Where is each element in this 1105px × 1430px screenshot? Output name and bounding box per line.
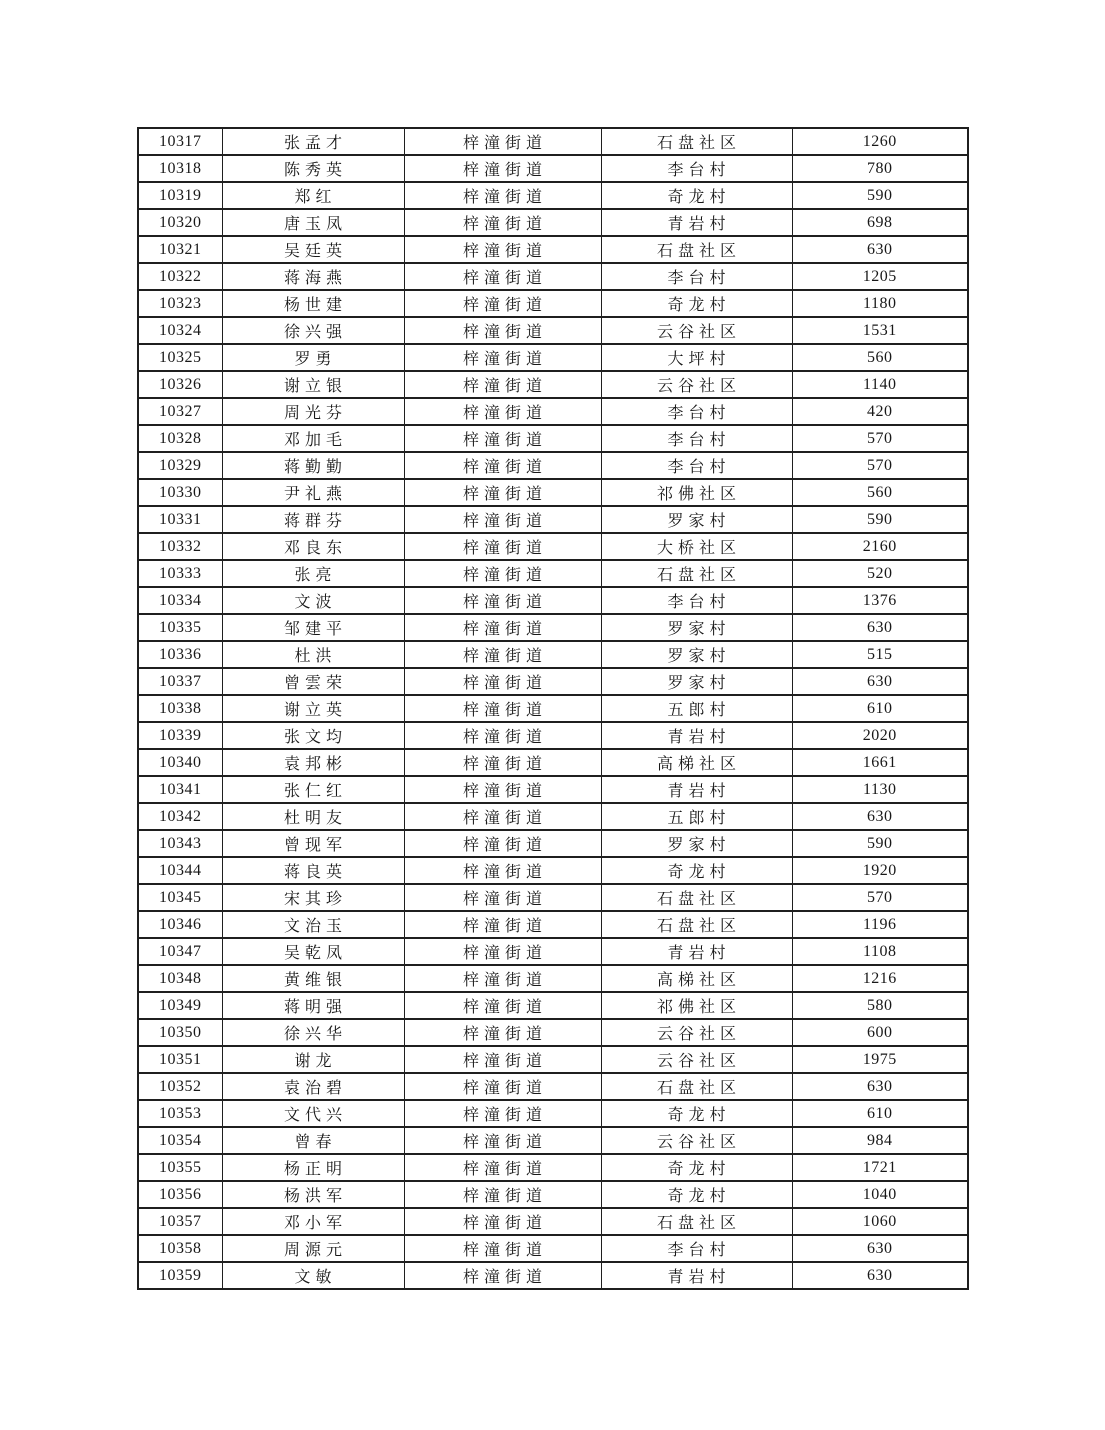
amount-cell: 698 bbox=[792, 209, 968, 236]
village-cell: 青岩村 bbox=[601, 776, 792, 803]
table-row bbox=[138, 425, 968, 452]
street-cell: 梓潼街道 bbox=[404, 209, 601, 236]
village-cell: 奇龙村 bbox=[601, 857, 792, 884]
row-id-cell: 10319 bbox=[138, 182, 222, 209]
table-row bbox=[138, 263, 968, 290]
street-cell: 梓潼街道 bbox=[404, 641, 601, 668]
name-cell: 蒋明强 bbox=[222, 992, 404, 1019]
street-cell: 梓潼街道 bbox=[404, 1019, 601, 1046]
street-cell: 梓潼街道 bbox=[404, 884, 601, 911]
street-cell: 梓潼街道 bbox=[404, 452, 601, 479]
street-cell: 梓潼街道 bbox=[404, 1262, 601, 1289]
amount-cell: 570 bbox=[792, 425, 968, 452]
village-cell: 奇龙村 bbox=[601, 290, 792, 317]
name-cell: 周光芬 bbox=[222, 398, 404, 425]
amount-cell: 1130 bbox=[792, 776, 968, 803]
street-cell: 梓潼街道 bbox=[404, 1046, 601, 1073]
village-cell: 李台村 bbox=[601, 398, 792, 425]
table-row bbox=[138, 1046, 968, 1073]
row-id-cell: 10358 bbox=[138, 1235, 222, 1262]
amount-cell: 630 bbox=[792, 1262, 968, 1289]
name-cell: 张亮 bbox=[222, 560, 404, 587]
amount-cell: 1205 bbox=[792, 263, 968, 290]
row-id-cell: 10336 bbox=[138, 641, 222, 668]
name-cell: 蒋海燕 bbox=[222, 263, 404, 290]
amount-cell: 2020 bbox=[792, 722, 968, 749]
street-cell: 梓潼街道 bbox=[404, 722, 601, 749]
table-row bbox=[138, 668, 968, 695]
name-cell: 杨世建 bbox=[222, 290, 404, 317]
name-cell: 张孟才 bbox=[222, 128, 404, 155]
name-cell: 曾春 bbox=[222, 1127, 404, 1154]
name-cell: 蒋良英 bbox=[222, 857, 404, 884]
table-row bbox=[138, 884, 968, 911]
village-cell: 石盘社区 bbox=[601, 1208, 792, 1235]
village-cell: 石盘社区 bbox=[601, 911, 792, 938]
row-id-cell: 10338 bbox=[138, 695, 222, 722]
amount-cell: 1216 bbox=[792, 965, 968, 992]
village-cell: 大坪村 bbox=[601, 344, 792, 371]
amount-cell: 1975 bbox=[792, 1046, 968, 1073]
amount-cell: 580 bbox=[792, 992, 968, 1019]
amount-cell: 630 bbox=[792, 1235, 968, 1262]
table-row bbox=[138, 236, 968, 263]
amount-cell: 570 bbox=[792, 884, 968, 911]
street-cell: 梓潼街道 bbox=[404, 938, 601, 965]
row-id-cell: 10333 bbox=[138, 560, 222, 587]
street-cell: 梓潼街道 bbox=[404, 587, 601, 614]
village-cell: 石盘社区 bbox=[601, 884, 792, 911]
name-cell: 陈秀英 bbox=[222, 155, 404, 182]
name-cell: 郑红 bbox=[222, 182, 404, 209]
row-id-cell: 10345 bbox=[138, 884, 222, 911]
street-cell: 梓潼街道 bbox=[404, 344, 601, 371]
table-row bbox=[138, 749, 968, 776]
street-cell: 梓潼街道 bbox=[404, 1154, 601, 1181]
amount-cell: 590 bbox=[792, 182, 968, 209]
row-id-cell: 10347 bbox=[138, 938, 222, 965]
village-cell: 李台村 bbox=[601, 425, 792, 452]
table-row bbox=[138, 479, 968, 506]
name-cell: 谢立英 bbox=[222, 695, 404, 722]
village-cell: 石盘社区 bbox=[601, 128, 792, 155]
village-cell: 罗家村 bbox=[601, 614, 792, 641]
village-cell: 李台村 bbox=[601, 1235, 792, 1262]
name-cell: 杨洪军 bbox=[222, 1181, 404, 1208]
table-row bbox=[138, 182, 968, 209]
row-id-cell: 10318 bbox=[138, 155, 222, 182]
table-row bbox=[138, 776, 968, 803]
village-cell: 李台村 bbox=[601, 155, 792, 182]
village-cell: 李台村 bbox=[601, 452, 792, 479]
street-cell: 梓潼街道 bbox=[404, 1100, 601, 1127]
amount-cell: 1040 bbox=[792, 1181, 968, 1208]
amount-cell: 1196 bbox=[792, 911, 968, 938]
amount-cell: 570 bbox=[792, 452, 968, 479]
street-cell: 梓潼街道 bbox=[404, 128, 601, 155]
table-row bbox=[138, 857, 968, 884]
table-row bbox=[138, 452, 968, 479]
street-cell: 梓潼街道 bbox=[404, 290, 601, 317]
name-cell: 邓小军 bbox=[222, 1208, 404, 1235]
name-cell: 蒋勤勤 bbox=[222, 452, 404, 479]
row-id-cell: 10327 bbox=[138, 398, 222, 425]
table-row bbox=[138, 155, 968, 182]
row-id-cell: 10328 bbox=[138, 425, 222, 452]
table-row bbox=[138, 695, 968, 722]
row-id-cell: 10331 bbox=[138, 506, 222, 533]
village-cell: 罗家村 bbox=[601, 641, 792, 668]
table-row bbox=[138, 1019, 968, 1046]
street-cell: 梓潼街道 bbox=[404, 911, 601, 938]
name-cell: 尹礼燕 bbox=[222, 479, 404, 506]
row-id-cell: 10343 bbox=[138, 830, 222, 857]
amount-cell: 600 bbox=[792, 1019, 968, 1046]
village-cell: 祁佛社区 bbox=[601, 992, 792, 1019]
village-cell: 罗家村 bbox=[601, 506, 792, 533]
row-id-cell: 10329 bbox=[138, 452, 222, 479]
row-id-cell: 10350 bbox=[138, 1019, 222, 1046]
roster-table-body bbox=[138, 128, 968, 1289]
street-cell: 梓潼街道 bbox=[404, 749, 601, 776]
row-id-cell: 10352 bbox=[138, 1073, 222, 1100]
street-cell: 梓潼街道 bbox=[404, 1235, 601, 1262]
table-row bbox=[138, 722, 968, 749]
street-cell: 梓潼街道 bbox=[404, 1208, 601, 1235]
name-cell: 张仁红 bbox=[222, 776, 404, 803]
amount-cell: 1260 bbox=[792, 128, 968, 155]
name-cell: 文代兴 bbox=[222, 1100, 404, 1127]
street-cell: 梓潼街道 bbox=[404, 614, 601, 641]
row-id-cell: 10349 bbox=[138, 992, 222, 1019]
village-cell: 祁佛社区 bbox=[601, 479, 792, 506]
name-cell: 袁邦彬 bbox=[222, 749, 404, 776]
name-cell: 邓加毛 bbox=[222, 425, 404, 452]
street-cell: 梓潼街道 bbox=[404, 1073, 601, 1100]
street-cell: 梓潼街道 bbox=[404, 236, 601, 263]
amount-cell: 630 bbox=[792, 236, 968, 263]
amount-cell: 780 bbox=[792, 155, 968, 182]
amount-cell: 515 bbox=[792, 641, 968, 668]
name-cell: 宋其珍 bbox=[222, 884, 404, 911]
row-id-cell: 10322 bbox=[138, 263, 222, 290]
row-id-cell: 10320 bbox=[138, 209, 222, 236]
row-id-cell: 10326 bbox=[138, 371, 222, 398]
street-cell: 梓潼街道 bbox=[404, 533, 601, 560]
table-row bbox=[138, 938, 968, 965]
table-row bbox=[138, 965, 968, 992]
table-row bbox=[138, 830, 968, 857]
street-cell: 梓潼街道 bbox=[404, 425, 601, 452]
table-row bbox=[138, 587, 968, 614]
street-cell: 梓潼街道 bbox=[404, 560, 601, 587]
amount-cell: 1661 bbox=[792, 749, 968, 776]
table-row bbox=[138, 1208, 968, 1235]
row-id-cell: 10340 bbox=[138, 749, 222, 776]
name-cell: 周源元 bbox=[222, 1235, 404, 1262]
village-cell: 石盘社区 bbox=[601, 236, 792, 263]
village-cell: 五郎村 bbox=[601, 695, 792, 722]
name-cell: 杜明友 bbox=[222, 803, 404, 830]
village-cell: 青岩村 bbox=[601, 938, 792, 965]
row-id-cell: 10332 bbox=[138, 533, 222, 560]
street-cell: 梓潼街道 bbox=[404, 695, 601, 722]
village-cell: 高梯社区 bbox=[601, 749, 792, 776]
row-id-cell: 10342 bbox=[138, 803, 222, 830]
table-row bbox=[138, 1235, 968, 1262]
row-id-cell: 10341 bbox=[138, 776, 222, 803]
street-cell: 梓潼街道 bbox=[404, 317, 601, 344]
amount-cell: 1108 bbox=[792, 938, 968, 965]
table-row bbox=[138, 317, 968, 344]
village-cell: 李台村 bbox=[601, 587, 792, 614]
village-cell: 奇龙村 bbox=[601, 1181, 792, 1208]
village-cell: 大桥社区 bbox=[601, 533, 792, 560]
row-id-cell: 10357 bbox=[138, 1208, 222, 1235]
row-id-cell: 10330 bbox=[138, 479, 222, 506]
table-row bbox=[138, 803, 968, 830]
amount-cell: 560 bbox=[792, 479, 968, 506]
row-id-cell: 10354 bbox=[138, 1127, 222, 1154]
amount-cell: 610 bbox=[792, 695, 968, 722]
table-row bbox=[138, 344, 968, 371]
name-cell: 杨正明 bbox=[222, 1154, 404, 1181]
table-row bbox=[138, 128, 968, 155]
row-id-cell: 10317 bbox=[138, 128, 222, 155]
street-cell: 梓潼街道 bbox=[404, 371, 601, 398]
table-row bbox=[138, 398, 968, 425]
street-cell: 梓潼街道 bbox=[404, 155, 601, 182]
village-cell: 奇龙村 bbox=[601, 182, 792, 209]
street-cell: 梓潼街道 bbox=[404, 830, 601, 857]
name-cell: 黄维银 bbox=[222, 965, 404, 992]
name-cell: 蒋群芬 bbox=[222, 506, 404, 533]
name-cell: 吴廷英 bbox=[222, 236, 404, 263]
street-cell: 梓潼街道 bbox=[404, 965, 601, 992]
name-cell: 邓良东 bbox=[222, 533, 404, 560]
table-row bbox=[138, 1262, 968, 1289]
name-cell: 文敏 bbox=[222, 1262, 404, 1289]
roster-table bbox=[137, 127, 969, 1290]
table-row bbox=[138, 209, 968, 236]
row-id-cell: 10353 bbox=[138, 1100, 222, 1127]
street-cell: 梓潼街道 bbox=[404, 1181, 601, 1208]
village-cell: 云谷社区 bbox=[601, 1019, 792, 1046]
village-cell: 青岩村 bbox=[601, 722, 792, 749]
row-id-cell: 10348 bbox=[138, 965, 222, 992]
table-row bbox=[138, 1154, 968, 1181]
name-cell: 曾现军 bbox=[222, 830, 404, 857]
amount-cell: 1060 bbox=[792, 1208, 968, 1235]
village-cell: 罗家村 bbox=[601, 830, 792, 857]
name-cell: 张文均 bbox=[222, 722, 404, 749]
row-id-cell: 10321 bbox=[138, 236, 222, 263]
name-cell: 罗勇 bbox=[222, 344, 404, 371]
row-id-cell: 10334 bbox=[138, 587, 222, 614]
row-id-cell: 10339 bbox=[138, 722, 222, 749]
row-id-cell: 10325 bbox=[138, 344, 222, 371]
table-row bbox=[138, 614, 968, 641]
name-cell: 文波 bbox=[222, 587, 404, 614]
row-id-cell: 10346 bbox=[138, 911, 222, 938]
row-id-cell: 10324 bbox=[138, 317, 222, 344]
table-row bbox=[138, 992, 968, 1019]
amount-cell: 520 bbox=[792, 560, 968, 587]
village-cell: 罗家村 bbox=[601, 668, 792, 695]
table-row bbox=[138, 533, 968, 560]
amount-cell: 630 bbox=[792, 803, 968, 830]
row-id-cell: 10359 bbox=[138, 1262, 222, 1289]
village-cell: 石盘社区 bbox=[601, 1073, 792, 1100]
amount-cell: 630 bbox=[792, 614, 968, 641]
village-cell: 五郎村 bbox=[601, 803, 792, 830]
amount-cell: 590 bbox=[792, 506, 968, 533]
amount-cell: 420 bbox=[792, 398, 968, 425]
amount-cell: 1531 bbox=[792, 317, 968, 344]
row-id-cell: 10355 bbox=[138, 1154, 222, 1181]
row-id-cell: 10344 bbox=[138, 857, 222, 884]
village-cell: 石盘社区 bbox=[601, 560, 792, 587]
table-row bbox=[138, 1127, 968, 1154]
amount-cell: 630 bbox=[792, 1073, 968, 1100]
village-cell: 云谷社区 bbox=[601, 371, 792, 398]
name-cell: 徐兴强 bbox=[222, 317, 404, 344]
name-cell: 杜洪 bbox=[222, 641, 404, 668]
table-row bbox=[138, 506, 968, 533]
name-cell: 谢龙 bbox=[222, 1046, 404, 1073]
amount-cell: 2160 bbox=[792, 533, 968, 560]
table-row bbox=[138, 560, 968, 587]
street-cell: 梓潼街道 bbox=[404, 182, 601, 209]
name-cell: 邹建平 bbox=[222, 614, 404, 641]
street-cell: 梓潼街道 bbox=[404, 857, 601, 884]
village-cell: 李台村 bbox=[601, 263, 792, 290]
name-cell: 谢立银 bbox=[222, 371, 404, 398]
village-cell: 云谷社区 bbox=[601, 317, 792, 344]
amount-cell: 610 bbox=[792, 1100, 968, 1127]
amount-cell: 590 bbox=[792, 830, 968, 857]
street-cell: 梓潼街道 bbox=[404, 479, 601, 506]
name-cell: 吴乾凤 bbox=[222, 938, 404, 965]
table-row bbox=[138, 1073, 968, 1100]
row-id-cell: 10323 bbox=[138, 290, 222, 317]
amount-cell: 560 bbox=[792, 344, 968, 371]
village-cell: 高梯社区 bbox=[601, 965, 792, 992]
street-cell: 梓潼街道 bbox=[404, 263, 601, 290]
amount-cell: 1180 bbox=[792, 290, 968, 317]
row-id-cell: 10351 bbox=[138, 1046, 222, 1073]
village-cell: 青岩村 bbox=[601, 1262, 792, 1289]
table-row bbox=[138, 641, 968, 668]
street-cell: 梓潼街道 bbox=[404, 992, 601, 1019]
name-cell: 文治玉 bbox=[222, 911, 404, 938]
street-cell: 梓潼街道 bbox=[404, 1127, 601, 1154]
street-cell: 梓潼街道 bbox=[404, 803, 601, 830]
table-row bbox=[138, 1100, 968, 1127]
village-cell: 奇龙村 bbox=[601, 1100, 792, 1127]
table-row bbox=[138, 371, 968, 398]
village-cell: 云谷社区 bbox=[601, 1127, 792, 1154]
table-row bbox=[138, 290, 968, 317]
street-cell: 梓潼街道 bbox=[404, 776, 601, 803]
village-cell: 奇龙村 bbox=[601, 1154, 792, 1181]
name-cell: 徐兴华 bbox=[222, 1019, 404, 1046]
street-cell: 梓潼街道 bbox=[404, 668, 601, 695]
row-id-cell: 10335 bbox=[138, 614, 222, 641]
amount-cell: 1376 bbox=[792, 587, 968, 614]
amount-cell: 1140 bbox=[792, 371, 968, 398]
row-id-cell: 10337 bbox=[138, 668, 222, 695]
village-cell: 青岩村 bbox=[601, 209, 792, 236]
village-cell: 云谷社区 bbox=[601, 1046, 792, 1073]
amount-cell: 1721 bbox=[792, 1154, 968, 1181]
amount-cell: 984 bbox=[792, 1127, 968, 1154]
name-cell: 曾雲荣 bbox=[222, 668, 404, 695]
amount-cell: 1920 bbox=[792, 857, 968, 884]
street-cell: 梓潼街道 bbox=[404, 398, 601, 425]
street-cell: 梓潼街道 bbox=[404, 506, 601, 533]
row-id-cell: 10356 bbox=[138, 1181, 222, 1208]
amount-cell: 630 bbox=[792, 668, 968, 695]
name-cell: 袁治碧 bbox=[222, 1073, 404, 1100]
table-row bbox=[138, 1181, 968, 1208]
name-cell: 唐玉凤 bbox=[222, 209, 404, 236]
table-row bbox=[138, 911, 968, 938]
